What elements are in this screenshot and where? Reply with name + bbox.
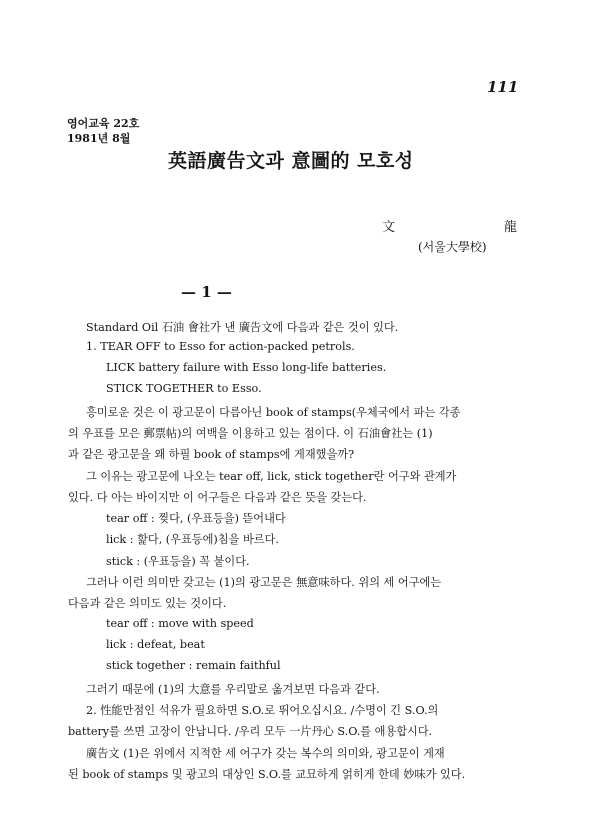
body-line: 과 같은 광고문을 왜 하필 book of stamps에 게재했을까? (68, 448, 355, 461)
body-line: lick : 핥다, (우표등에)침을 바르다. (106, 533, 279, 546)
body-line: 1. TEAR OFF to Esso for action-packed petrols. (86, 340, 355, 353)
body-line: 흥미로운 것은 이 광고문이 다름아닌 book of stamps(우체국에서 파는 각종 (86, 406, 461, 419)
journal-date: 1981년 8월 (67, 132, 131, 145)
journal-volume: 영어교육 22호 (67, 117, 140, 130)
body-line: 다음과 같은 의미도 있는 것이다. (68, 597, 227, 610)
body-line: Standard Oil 石油 會社가 낸 廣告文에 다음과 같은 것이 있다. (86, 321, 399, 334)
journal-info (67, 116, 139, 146)
article-title: 英語廣告文과 意圖的 모호성 (168, 150, 414, 172)
body-line: STICK TOGETHER to Esso. (106, 382, 262, 395)
body-line: 된 book of stamps 및 광고의 대상인 S.O.를 교묘하게 얽히게 한데 妙味가 있다. (68, 768, 466, 781)
body-line: tear off : 찢다, (우표등을) 뜯어내다 (106, 512, 286, 525)
body-line: 있다. 다 아는 바이지만 이 어구들은 다음과 같은 뜻을 갖는다. (68, 491, 367, 504)
body-line: lick : defeat, beat (106, 638, 205, 651)
body-line: 그 이유는 광고문에 나오는 tear off, lick, stick together란 어구와 관계가 (86, 470, 457, 483)
body-line: stick together : remain faithful (106, 659, 281, 672)
author-given-name: 龍 (503, 220, 517, 235)
author-surname: 文 (382, 220, 396, 235)
section-heading: — 1 — (181, 283, 232, 301)
author-affiliation: (서울大學校) (418, 240, 487, 254)
body-line: battery를 쓰면 고장이 안납니다. /우리 모두 一片丹心 S.O.를 애용합시다. (68, 725, 433, 738)
body-line: 그러기 때문에 (1)의 大意를 우리말로 옮겨보면 다음과 같다. (86, 683, 380, 696)
body-line: 2. 性能만점인 석유가 필요하면 S.O.로 뛰어오십시요. /수명이 긴 S.O.의 (86, 704, 439, 717)
body-line: LICK battery failure with Esso long-life batteries. (106, 361, 387, 374)
body-line: 그러나 이런 의미만 갖고는 (1)의 광고문은 無意味하다. 위의 세 어구에는 (86, 576, 442, 589)
body-line: stick : (우표등을) 꼭 붙이다. (106, 555, 250, 568)
body-line: tear off : move with speed (106, 617, 254, 630)
page-number: 111 (487, 78, 519, 96)
author-name (382, 216, 517, 235)
body-line: 의 우표를 모은 郵票帖)의 여백을 이용하고 있는 점이다. 이 石油會社는 (1) (68, 427, 433, 440)
body-line: 廣告文 (1)은 위에서 지적한 세 어구가 갖는 복수의 의미와, 광고문이 게재 (86, 747, 445, 760)
